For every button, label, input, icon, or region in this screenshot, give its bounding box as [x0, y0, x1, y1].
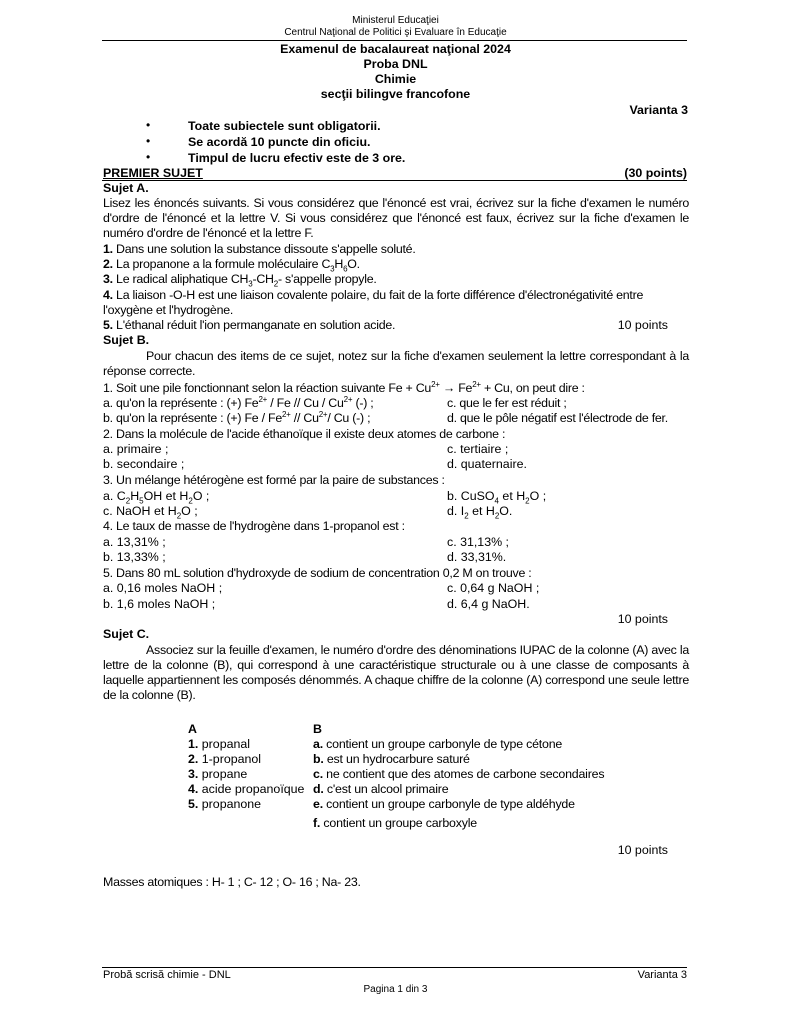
sujet-c-title: Sujet C. [103, 627, 150, 641]
center-name: Centrul Naţional de Politici şi Evaluare în Educaţie [284, 27, 507, 38]
exam-discipline: Chimie [374, 72, 417, 86]
instruction-item: Timpul de lucru efectiv este de 3 ore. [188, 151, 406, 165]
sujet-a-item-2: 2. La propanone a la formule moléculaire $C_3H_6O$. [103, 257, 360, 274]
question-4-option-b: b. 13,33% ; [103, 550, 166, 564]
bullet-icon: • [146, 134, 151, 148]
sujet-a-item-1: 1. Dans une solution la substance dissoute s'appelle soluté. [103, 242, 416, 256]
sujet-a-item-3: 3. Le radical aliphatique $CH_3-CH_2-$ s'appelle propyle. [103, 272, 377, 289]
question-5-option-d: d. 6,4 g NaOH. [447, 597, 530, 611]
footer-right: Varianta 3 [637, 969, 687, 981]
exam-subject: Proba DNL [363, 57, 428, 71]
column-a-item: 1. propanal [188, 737, 251, 751]
sujet-a-item-4: 4. La liaison -O-H est une liaison covalente polaire, du fait de la forte différence d'électronégativité entre l'oxygène et l'hydrogène. [103, 288, 644, 317]
question-2-option-b: b. secondaire ; [103, 457, 185, 471]
question-2-option-c: c. tertiaire ; [447, 442, 509, 456]
sujet-a-intro: Lisez les énoncés suivants. Si vous considérez que l'énoncé est vrai, écrivez sur la fiche d'examen le numéro d'ordre de l'énoncé et la lettre V. Si vous considérez que l'énoncé est faux, écrivez sur la fiche d'examen le numéro d'ordre de l'énoncé et la lettre F. [103, 196, 689, 240]
column-a-item: 2. 1-propanol [188, 752, 262, 766]
sujet-a-points: 10 points [617, 318, 668, 332]
column-a-item: 5. propanone [188, 797, 262, 811]
column-b-item: b. est un hydrocarbure saturé [313, 752, 470, 766]
question-3-option-a: a. $C_2H_5OH$ et $H_2O$ ; [103, 489, 210, 506]
question-5-stem: 5. Dans 80 mL solution d'hydroxyde de sodium de concentration 0,2 M on trouve : [103, 566, 532, 580]
sujet-c-intro: Associez sur la feuille d'examen, le numéro d'ordre des dénominations IUPAC de la colonne (A) avec la lettre de la colonne (B), qui correspond à une caractéristique structurale ou à une classe de composants à laquelle appartiennent les composés dénommés. A chaque chiffre de la colonne (A) correspond une seule lettre de la colonne (B). [103, 643, 689, 702]
question-4-option-c: c. 31,13% ; [447, 535, 509, 549]
sujet-a-item-5: 5. L'éthanal réduit l'ion permanganate en solution acide. [103, 318, 396, 332]
question-2-option-a: a. primaire ; [103, 442, 169, 456]
column-a-header: A [188, 722, 197, 736]
variant-label: Varianta 3 [629, 103, 688, 117]
column-b-item: c. ne contient que des atomes de carbone secondaires [313, 767, 605, 781]
question-1-option-b: b. qu'on la représente : (+) Fe / $Fe^{2+} // Cu^{2+}/$ Cu (-) ; [103, 409, 371, 425]
column-b-item: d. c'est un alcool primaire [313, 782, 449, 796]
question-3-option-b: b. CuSO$_4$ et $H_2O$ ; [447, 489, 547, 506]
column-b-item: f. contient un groupe carboxyle [313, 816, 477, 830]
question-4-option-a: a. 13,31% ; [103, 535, 166, 549]
question-2-stem: 2. Dans la molécule de l'acide éthanoïque il existe deux atomes de carbone : [103, 427, 506, 441]
question-5-option-a: a. 0,16 moles NaOH ; [103, 581, 223, 595]
sujet-a-title: Sujet A. [103, 181, 149, 195]
footer-left: Probă scrisă chimie - DNL [103, 969, 231, 981]
question-1-stem: 1. Soit une pile fonctionnant selon la réaction suivante $Fe + Cu^{2+} \to Fe^{2+} + Cu$, on peut dire : [103, 379, 585, 395]
section-divider [102, 180, 687, 181]
footer-divider [102, 967, 687, 968]
page-number: Pagina 1 din 3 [363, 984, 428, 995]
question-4-option-d: d. 33,31%. [447, 550, 507, 564]
column-b-item: e. contient un groupe carbonyle de type aldéhyde [313, 797, 575, 811]
ministry-name: Ministerul Educaţiei [352, 15, 439, 26]
exam-title: Examenul de bacalaureat naţional 2024 [280, 42, 511, 56]
question-5-option-b: b. 1,6 moles NaOH ; [103, 597, 216, 611]
question-3-option-c: c. NaOH et $H_2O$ ; [103, 504, 198, 521]
question-3-stem: 3. Un mélange hétérogène est formé par la paire de substances : [103, 473, 445, 487]
exam-section: secţii bilingve francofone [320, 87, 471, 101]
instruction-item: Se acordă 10 puncte din oficiu. [188, 135, 371, 149]
section-title: PREMIER SUJET [103, 166, 203, 180]
column-a-item: 4. acide propanoïque [188, 782, 305, 796]
question-4-stem: 4. Le taux de masse de l'hydrogène dans 1-propanol est : [103, 519, 405, 533]
question-1-option-d: d. que le pôle négatif est l'électrode de fer. [447, 411, 668, 425]
column-a-item: 3. propane [188, 767, 248, 781]
sujet-c-points: 10 points [617, 843, 668, 857]
bullet-icon: • [146, 150, 151, 164]
sujet-b-intro: Pour chacun des items de ce sujet, notez sur la fiche d'examen seulement la lettre correspondant à la réponse correcte. [103, 349, 689, 378]
column-b-header: B [313, 722, 322, 736]
question-3-option-d: d. $I_2$ et $H_2O$. [447, 504, 513, 521]
sujet-b-points: 10 points [617, 612, 668, 626]
sujet-b-title: Sujet B. [103, 333, 150, 347]
header-divider [102, 40, 687, 41]
question-1-option-a: a. qu'on la représente : (+) $Fe^{2+}$ / Fe // Cu / $Cu^{2+}$ (-) ; [103, 394, 374, 410]
instruction-item: Toate subiectele sunt obligatorii. [188, 119, 381, 133]
question-2-option-d: d. quaternaire. [447, 457, 527, 471]
column-b-item: a. contient un groupe carbonyle de type cétone [313, 737, 563, 751]
question-1-option-c: c. que le fer est réduit ; [447, 396, 567, 410]
atomic-masses: Masses atomiques : H- 1 ; C- 12 ; O- 16 ; Na- 23. [103, 875, 361, 889]
bullet-icon: • [146, 118, 151, 132]
section-points: (30 points) [624, 166, 687, 180]
question-5-option-c: c. 0,64 g NaOH ; [447, 581, 540, 595]
